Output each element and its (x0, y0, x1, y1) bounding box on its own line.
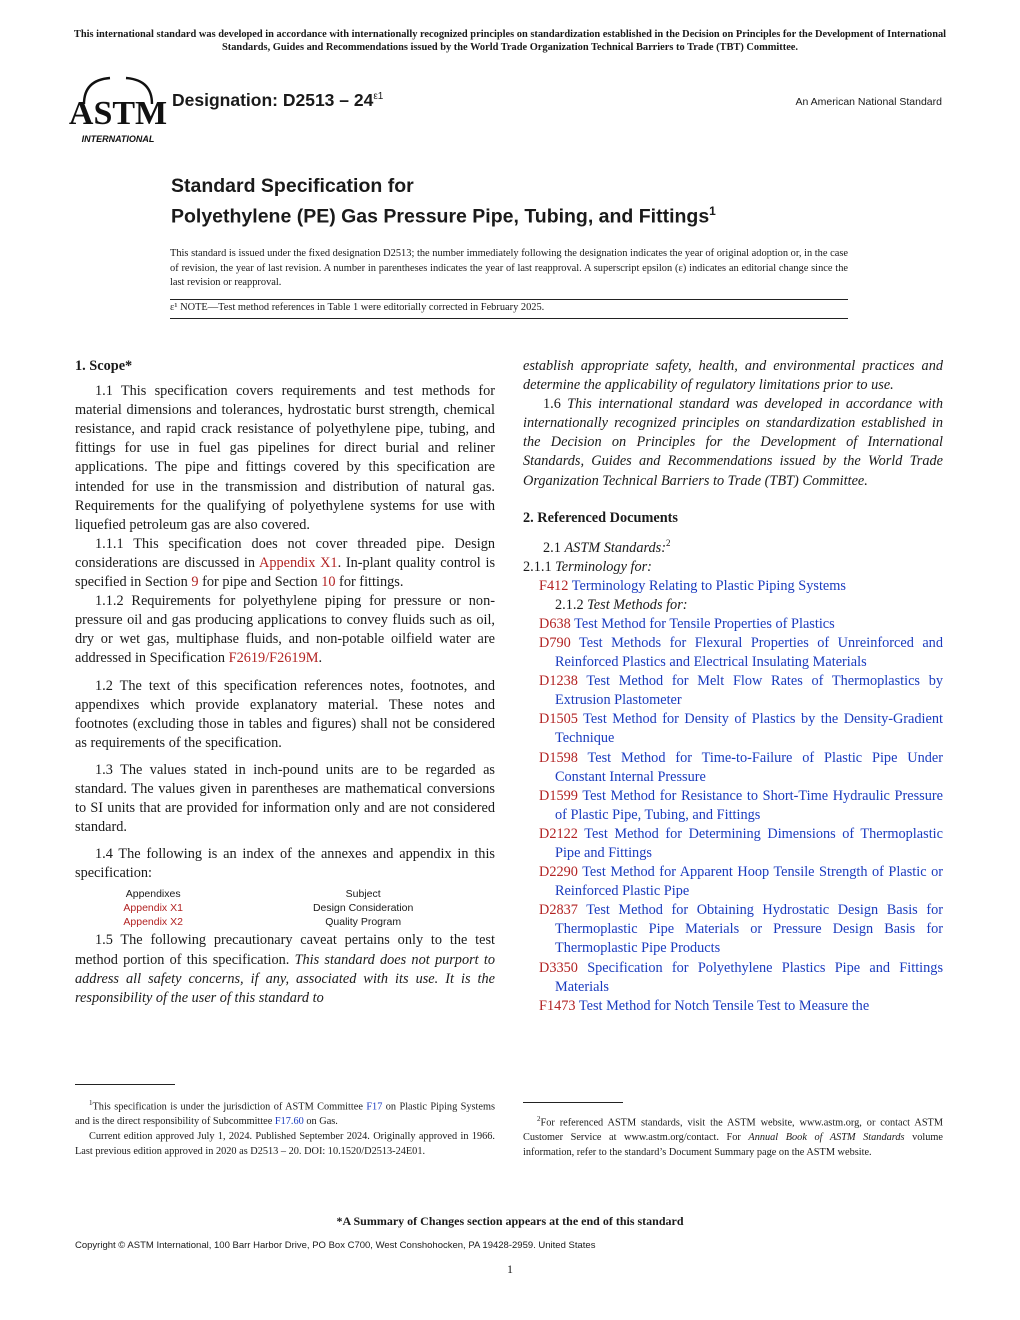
summary-of-changes-note: *A Summary of Changes section appears at the end of this standard (336, 1214, 684, 1228)
para-1-6 (523, 395, 943, 490)
reference-item (523, 825, 943, 863)
reference-code-link[interactable]: D1505 (539, 711, 578, 728)
para-1-1-1 (75, 535, 495, 592)
reference-code-link[interactable]: F412 (539, 577, 569, 594)
reference-title-link[interactable]: Terminology Relating to Plastic Piping Systems (571, 577, 846, 594)
para-2-1-2 (523, 596, 943, 615)
text: 1.5 The following precautionary caveat pertains only to the test method portion of this specification. (75, 932, 495, 968)
left-column (75, 357, 495, 1008)
f17-link[interactable]: F17 (366, 1101, 383, 1113)
para-1-2: 1.2 The text of this specification references notes, footnotes, and appendixes which provide explanatory material. These notes and footnotes (excluding those in tables and figures) shall not be considered as requirements of the specification. (75, 677, 495, 751)
table-cell: Design Consideration (312, 902, 414, 915)
para-1-3: 1.3 The values stated in inch-pound units are to be regarded as standard. The values given in parentheses are mathematical conversions to SI units that are provided for information only and are not considered standard. (75, 761, 495, 836)
section-10-link[interactable]: 10 (321, 574, 336, 591)
text: This international standard was developed in accordance with internationally recognized principles on standardization established in the Decision on Principles for the Development of International Standards, Guides and Recommendations issued by the World Trade Organization Technical Barriers to Trade (TBT) Committee. (523, 396, 943, 489)
appendix-index-table (75, 887, 495, 929)
text: for pipe and Section (198, 574, 322, 591)
reference-item (523, 615, 943, 634)
designation-text: Designation: D2513 – 24 (172, 90, 374, 110)
text: for fittings. (335, 574, 404, 591)
para-1-5 (75, 931, 495, 1007)
reference-title-link[interactable]: Test Method for Obtaining Hydrostatic Design Basis for Thermoplastic Pipe Materials or Pressure Design Basis for Thermoplastic Pipe Products (555, 902, 943, 957)
text: Annual Book of ASTM Standards (748, 1132, 905, 1144)
astm-logo-icon (68, 74, 168, 146)
reference-title-link[interactable]: Specification for Polyethylene Plastics Pipe and Fittings Materials (555, 959, 944, 995)
title-line-1: Standard Specification for (171, 175, 414, 197)
title-line-2 (171, 199, 716, 230)
reference-code-link[interactable]: D790 (539, 634, 571, 651)
table-header-row (75, 887, 495, 901)
footnote-2 (523, 1112, 943, 1161)
reference-title-link[interactable]: Test Method for Notch Tensile Test to Measure the (578, 997, 870, 1014)
reference-title-link[interactable]: Test Method for Density of Plastics by the Density-Gradient Technique (555, 711, 943, 747)
astm-logo (68, 74, 168, 146)
reference-title-link[interactable]: Test Method for Apparent Hoop Tensile Strength of Plastic or Reinforced Plastic Pipe (555, 864, 943, 900)
para-1-1-2 (75, 592, 495, 668)
appendix-x1-link[interactable]: Appendix X1 (259, 554, 338, 571)
text: For referenced ASTM standards, visit the ASTM website, www.astm.org, or contact ASTM Customer Service at www.astm.org/contact. For (523, 1117, 943, 1144)
text: 1.1.2 Requirements for polyethylene piping for pressure or non-pressure oil and gas producing applications to convey fluids such as oil, dry or wet gas, multiphase fluids, and non-potable oilfield water are addressed in Specification (75, 593, 495, 667)
text: This specification is under the jurisdiction of ASTM Committee (92, 1101, 367, 1113)
reference-code-link[interactable]: F1473 (539, 997, 576, 1014)
text: Test Methods for: (587, 596, 688, 613)
reference-code-link[interactable]: D1599 (539, 787, 578, 804)
text: 2.1.2 (555, 596, 588, 613)
text: . In-plant quality control is specified in Section (75, 554, 496, 591)
editorial-note: ε¹ NOTE—Test method references in Table 1 were editorially corrected in February 2025. (170, 302, 545, 313)
reference-title-link[interactable]: Test Method for Time-to-Failure of Plastic Pipe Under Constant Internal Pressure (555, 749, 943, 785)
reference-item (523, 634, 943, 672)
table-cell: Quality Program (325, 916, 402, 929)
text: 1.1.1 This specification does not cover threaded pipe. Design considerations are discussed in (75, 535, 495, 571)
american-national-standard: An American National Standard (795, 96, 942, 108)
text: 2.1 (543, 539, 565, 556)
footnote-divider (75, 1084, 175, 1085)
footnote-mark: 2 (666, 537, 671, 548)
para-1-5-cont: establish appropriate safety, health, and environmental practices and determine the applicability of regulatory limitations prior to use. (523, 358, 943, 394)
copyright: Copyright © ASTM International, 100 Barr Harbor Drive, PO Box C700, West Conshohocken, PA 19428-2959. United States (75, 1240, 596, 1251)
reference-code-link[interactable]: D2837 (539, 902, 578, 919)
text: on Gas. (303, 1116, 338, 1128)
page-number: 1 (507, 1262, 513, 1276)
appendix-x2-link[interactable]: Appendix X2 (123, 916, 183, 929)
reference-code-link[interactable]: D638 (539, 615, 571, 632)
title-line-2-text: Polyethylene (PE) Gas Pressure Pipe, Tubing, and Fittings (171, 205, 710, 228)
text: on Plastic Piping Systems and is the direct responsibility of Subcommittee (75, 1101, 495, 1128)
title-footnote-mark: 1 (709, 204, 716, 218)
para-2-1-1 (523, 558, 943, 577)
reference-item (523, 672, 943, 710)
text: volume information, refer to the standard’s Document Summary page on the ASTM website. (523, 1132, 943, 1158)
text: ASTM Standards: (564, 539, 666, 556)
svg-text:INTERNATIONAL: INTERNATIONAL (81, 134, 155, 144)
reference-title-link[interactable]: Test Method for Tensile Properties of Plastics (574, 615, 835, 632)
reference-item (523, 863, 943, 901)
reference-title-link[interactable]: Test Method for Determining Dimensions of Thermoplastic Pipe and Fittings (555, 825, 943, 862)
reference-item (523, 749, 943, 787)
para-1-1: 1.1 This specification covers requirements and test methods for material dimensions and tolerances, hydrostatic burst strength, chemical resistance, and rapid crack resistance of polyethylene pipe, tubing, and fittings for use in fuel gas pipelines for direct burial and reliner applications. The pipe and fittings covered by this specification are intended for use in the transmission and distribution of natural gas. Requirements for the qualifying of polyethylene systems for use with liquefied petroleum gas are also covered. (75, 383, 495, 533)
reference-item (523, 997, 943, 1016)
text: 2.1.1 (523, 558, 556, 575)
document-title (171, 174, 716, 230)
section-1-heading: 1. Scope* (75, 358, 133, 374)
right-column (523, 357, 943, 1016)
reference-item (523, 901, 943, 958)
col-header-subject: Subject (345, 888, 381, 901)
reference-title-link[interactable]: Test Method for Resistance to Short-Time Hydraulic Pressure of Plastic Pipe, Tubing, and Fittings (555, 787, 943, 823)
reference-item (523, 787, 943, 825)
reference-code-link[interactable]: D1598 (539, 749, 578, 766)
f2619-link[interactable]: F2619/F2619M (228, 650, 319, 667)
reference-title-link[interactable]: Test Method for Melt Flow Rates of Thermoplastics by Extrusion Plastometer (555, 673, 943, 709)
designation (172, 90, 383, 111)
text: 1.6 (543, 396, 568, 413)
svg-text:ASTM: ASTM (68, 95, 168, 132)
reference-item (523, 959, 943, 997)
footnote-mark: 2 (537, 1115, 541, 1123)
reference-code-link[interactable]: D2122 (539, 825, 578, 842)
section-9-link[interactable]: 9 (191, 574, 199, 591)
edition-note: Current edition approved July 1, 2024. Published September 2024. Originally approved in 1966. Last previous edition approved in 2020 as D2513 – 20. DOI: 10.1520/D2513-24E01. (75, 1130, 495, 1157)
divider (170, 318, 848, 319)
issue-note: This standard is issued under the fixed designation D2513; the number immediately following the designation indicates the year of original adoption or, in the case of revision, the year of last revision. A number in parentheses indicates the year of last reapproval. A superscript epsilon (ε) indicates an editorial change since the last revision or reapproval. (170, 248, 848, 288)
appendix-x1-link[interactable]: Appendix X1 (123, 902, 183, 915)
col-header-appendixes: Appendixes (125, 888, 181, 901)
para-2-1 (523, 534, 943, 558)
top-notice: This international standard was developed in accordance with internationally recognized principles on standardization established in the Decision on Principles for the Development of International Standards, Guides and Recommendations issued by the World Trade Organization Technical Barriers to Trade (TBT) Committee. (73, 29, 947, 53)
designation-epsilon: ε1 (373, 91, 384, 103)
reference-code-link[interactable]: D1238 (539, 673, 578, 690)
table-row (75, 901, 495, 915)
divider (170, 299, 848, 300)
para-1-4: 1.4 The following is an index of the annexes and appendix in this specification: (75, 846, 495, 882)
terminology-refs (523, 577, 943, 596)
section-2-heading: 2. Referenced Documents (523, 509, 678, 526)
f17-60-link[interactable]: F17.60 (274, 1116, 304, 1128)
caveat-text: This standard does not purport to address all safety concerns, if any, associated with its use. It is the responsibility of the user of this standard to (75, 951, 495, 1006)
reference-code-link[interactable]: D3350 (539, 959, 578, 976)
footnote-1 (75, 1096, 495, 1159)
footnote-mark: 1 (89, 1099, 93, 1107)
reference-code-link[interactable]: D2290 (539, 864, 578, 881)
reference-item (523, 710, 943, 748)
text: . (318, 650, 323, 667)
footnote-divider (523, 1102, 623, 1103)
table-row (75, 915, 495, 929)
reference-title-link[interactable]: Test Methods for Flexural Properties of Unreinforced and Reinforced Plastics and Electrical Insulating Materials (555, 634, 943, 671)
text: Terminology for: (555, 558, 652, 575)
test-method-refs (523, 615, 943, 1016)
reference-item (523, 577, 943, 596)
